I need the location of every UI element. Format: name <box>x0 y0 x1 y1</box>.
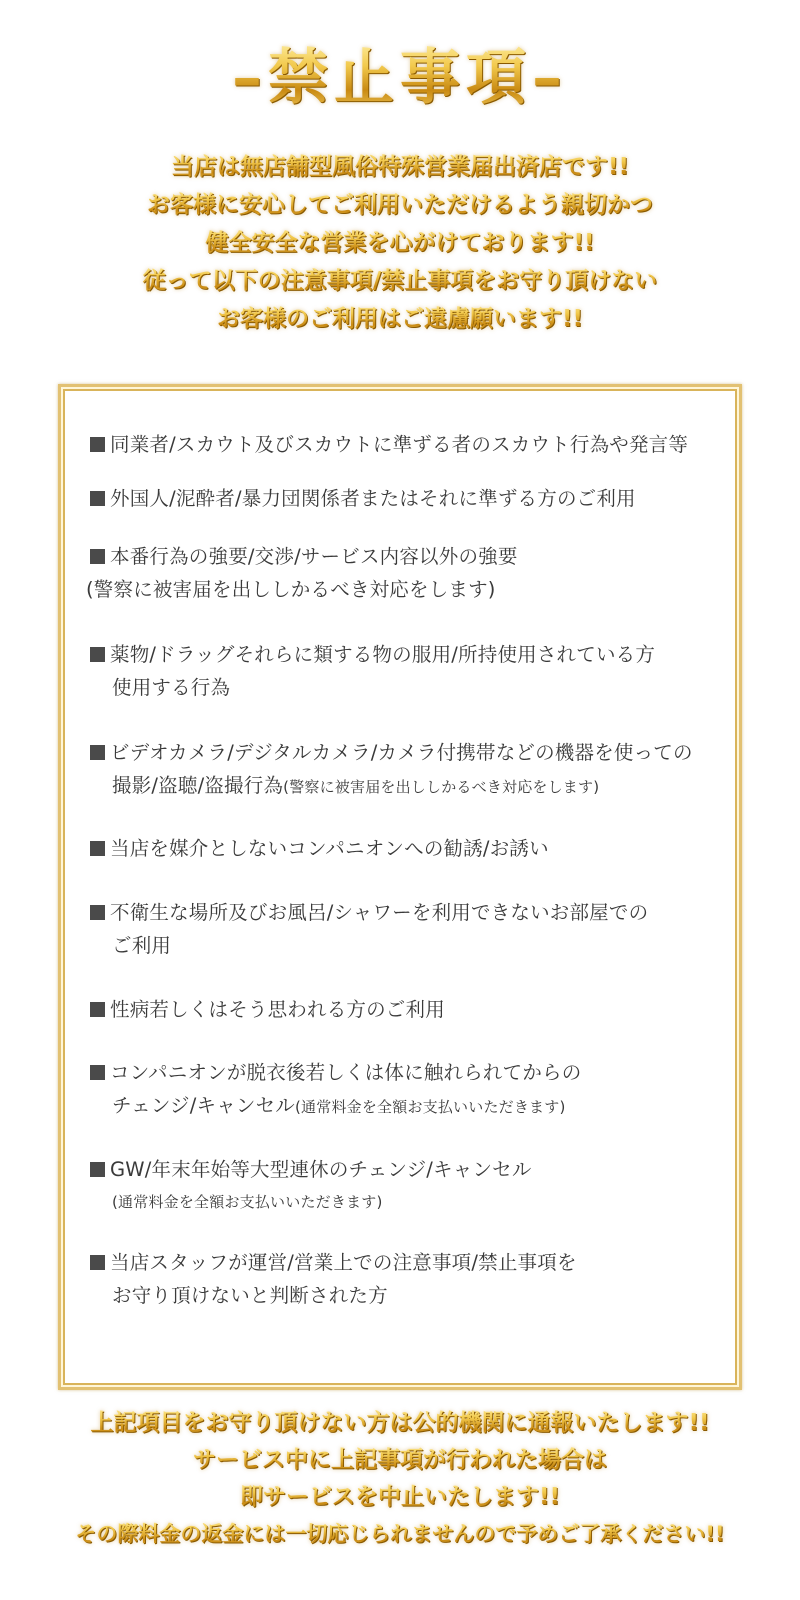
intro-line: お客様に安心してご利用いただけるよう親切かつ <box>0 186 800 224</box>
rule-text-continued: ご利用 <box>112 934 172 957</box>
bullet-square-icon <box>90 549 105 564</box>
intro-line: 当店は無店舗型風俗特殊営業届出済店です!! <box>0 148 800 186</box>
rule-text: 性病若しくはそう思われる方のご利用 <box>110 998 445 1021</box>
bullet-square-icon <box>90 491 105 506</box>
outro-line: 即サービスを中止いたします!! <box>0 1479 800 1516</box>
page-title: –禁止事項– <box>0 38 800 118</box>
bullet-square-icon <box>90 1255 105 1270</box>
rule-item <box>90 736 693 804</box>
rule-item <box>90 1153 532 1219</box>
rule-text: 同業者/スカウト及びスカウトに準ずる者のスカウト行為や発言等 <box>110 433 689 456</box>
outro-line: サービス中に上記事項が行われた場合は <box>0 1442 800 1479</box>
bullet-square-icon <box>90 437 105 452</box>
rule-text: 当店を媒介としないコンパニオンへの勧誘/お誘い <box>110 837 549 860</box>
outro-line: 上記項目をお守り頂けない方は公的機関に通報いたします!! <box>0 1405 800 1442</box>
rule-note: (警察に被害届を出ししかるべき対応をします) <box>86 578 496 601</box>
rule-note: (通常料金を全額お支払いいただきます) <box>112 1193 383 1211</box>
intro-notice <box>0 148 800 338</box>
intro-line: 従って以下の注意事項/禁止事項をお守り頂けない <box>0 262 800 300</box>
rule-item <box>90 1056 581 1124</box>
bullet-square-icon <box>90 647 105 662</box>
rule-item <box>90 896 648 962</box>
rule-item <box>90 638 655 704</box>
rule-item <box>86 540 518 606</box>
intro-line: 健全安全な営業を心がけております!! <box>0 224 800 262</box>
rule-text: 外国人/泥酔者/暴力団関係者またはそれに準ずる方のご利用 <box>110 487 636 510</box>
rule-text-continued: お守り頂けないと判断された方 <box>112 1284 388 1307</box>
bullet-square-icon <box>90 1162 105 1177</box>
rule-item <box>90 1246 577 1312</box>
intro-line: お客様のご利用はご遠慮願います!! <box>0 300 800 338</box>
bullet-square-icon <box>90 905 105 920</box>
bullet-square-icon <box>90 1065 105 1080</box>
rule-note: (通常料金を全額お支払いいただきます) <box>295 1098 566 1116</box>
rule-text: 薬物/ドラッグそれらに類する物の服用/所持使用されている方 <box>110 643 656 666</box>
bullet-square-icon <box>90 745 105 760</box>
rule-item <box>90 993 445 1026</box>
bullet-square-icon <box>90 841 105 856</box>
outro-notice <box>0 1405 800 1553</box>
rule-text-continued: 撮影/盗聴/盗撮行為 <box>112 774 284 797</box>
outro-line: その際料金の返金には一切応じられませんので予めご了承ください!! <box>0 1516 800 1553</box>
rule-text-continued: チェンジ/キャンセル <box>112 1094 295 1117</box>
rule-item <box>90 428 688 461</box>
rule-text: GW/年末年始等大型連休のチェンジ/キャンセル <box>110 1158 532 1181</box>
rule-text: 当店スタッフが運営/営業上での注意事項/禁止事項を <box>110 1251 577 1274</box>
rules-frame <box>58 384 742 1390</box>
rule-text: ビデオカメラ/デジタルカメラ/カメラ付携帯などの機器を使っての <box>110 741 693 764</box>
rule-text: 本番行為の強要/交渉/サービス内容以外の強要 <box>110 545 518 568</box>
rule-item <box>90 832 549 865</box>
rule-text: コンパニオンが脱衣後若しくは体に触れられてからの <box>110 1061 582 1084</box>
rule-item <box>90 482 636 515</box>
rule-text: 不衛生な場所及びお風呂/シャワーを利用できないお部屋での <box>110 901 649 924</box>
rule-note: (警察に被害届を出ししかるべき対応をします) <box>283 778 600 796</box>
rule-text-continued: 使用する行為 <box>112 676 231 699</box>
bullet-square-icon <box>90 1002 105 1017</box>
